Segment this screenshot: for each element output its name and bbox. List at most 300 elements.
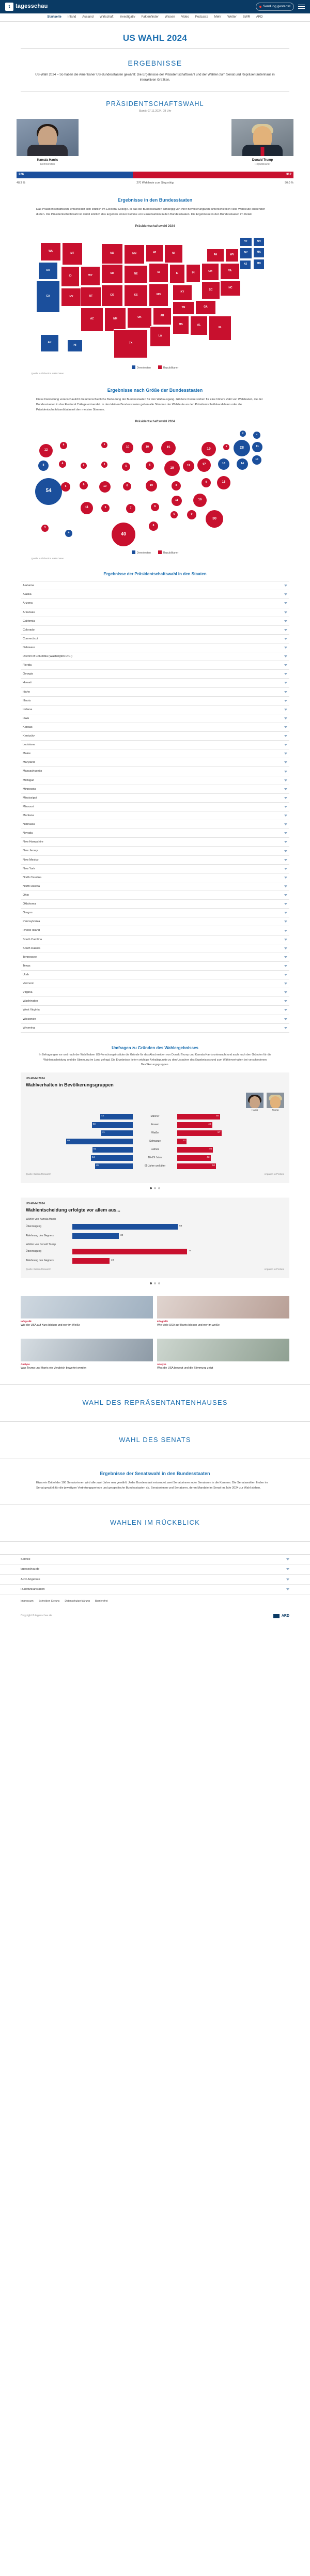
bubble-in[interactable]: 11 — [183, 461, 194, 472]
chevron-down-icon — [284, 841, 287, 843]
carousel-dot-2[interactable] — [154, 1282, 156, 1284]
state-co[interactable]: CO — [101, 285, 123, 306]
state-accordion-label: Maine — [23, 752, 31, 756]
state-accordion-row[interactable] — [21, 1015, 289, 1024]
state-pa[interactable]: PA — [207, 249, 224, 262]
chevron-down-icon — [284, 735, 287, 737]
poll-bar-label: Latinos — [150, 1147, 160, 1151]
state-accordion-label: Massachusetts — [23, 770, 42, 773]
chevron-down-icon — [284, 1000, 287, 1002]
nav-item-0[interactable]: Startseite — [47, 16, 61, 19]
bubble-hi[interactable]: 4 — [65, 530, 72, 537]
state-ca[interactable]: CA — [36, 281, 60, 313]
bubble-tn[interactable]: 11 — [172, 496, 182, 506]
state-nh[interactable]: NH — [253, 237, 265, 247]
mini-photo — [267, 1093, 284, 1108]
state-accordion-label: Texas — [23, 964, 30, 968]
chevron-down-icon — [284, 797, 287, 799]
state-il[interactable]: IL — [169, 264, 185, 284]
footer-item-label: Rundfunkanstalten — [21, 1587, 45, 1591]
poll-bar-row — [26, 1146, 284, 1153]
bubble-wi[interactable]: 10 — [142, 442, 153, 453]
state-nv[interactable]: NV — [61, 288, 82, 306]
poll2-bar-label: Ablehnung des Gegners — [26, 1259, 54, 1263]
mini-candidate-harris — [246, 1093, 264, 1112]
ard-logo: ARD — [273, 1614, 289, 1619]
electoral-share-labels — [0, 180, 310, 186]
bubble-or[interactable]: 8 — [38, 461, 49, 471]
state-accordion-row[interactable] — [21, 661, 289, 670]
state-ms[interactable]: MS — [173, 316, 189, 334]
poll-bar-row — [26, 1122, 284, 1128]
map-legend — [0, 365, 310, 370]
chevron-down-icon — [284, 859, 287, 861]
chevron-down-icon — [286, 1578, 289, 1581]
polls-heading: Umfragen zu Gründen des Wahlergebnisses — [112, 1045, 198, 1050]
state-accordion-label: Wisconsin — [23, 1017, 36, 1021]
nav-item-1[interactable]: Inland — [67, 16, 76, 19]
state-accordion-label: Oklahoma — [23, 902, 36, 906]
state-accordion-row[interactable] — [21, 617, 289, 626]
state-accordion-row[interactable] — [21, 608, 289, 617]
bubble-ky[interactable]: 8 — [172, 481, 181, 490]
bubble-ia[interactable]: 6 — [146, 462, 154, 470]
bubble-nc[interactable]: 16 — [217, 476, 230, 489]
state-accordion-row[interactable] — [21, 838, 289, 847]
state-accordion-row[interactable] — [21, 785, 289, 794]
state-accordion-row[interactable] — [21, 997, 289, 1006]
state-ny[interactable]: NY — [240, 248, 252, 259]
bubble-al[interactable]: 9 — [187, 510, 196, 519]
state-accordion-label: Virginia — [23, 991, 33, 994]
chevron-down-icon — [284, 717, 287, 719]
chevron-down-icon — [284, 921, 287, 923]
state-ga[interactable]: GA — [195, 300, 216, 315]
state-fl[interactable]: FL — [209, 316, 231, 341]
bubble-il[interactable]: 19 — [164, 461, 180, 476]
state-accordion-row[interactable] — [21, 936, 289, 944]
carousel-dot-2[interactable] — [154, 1187, 156, 1189]
nav-item-3[interactable]: Wirtschaft — [99, 16, 114, 19]
footer-item-service[interactable] — [0, 1555, 310, 1565]
state-accordion-row[interactable] — [21, 847, 289, 855]
state-accordion-row[interactable] — [21, 776, 289, 785]
poll-bar-value-left: 49 — [96, 1164, 99, 1167]
bubble-ms[interactable]: 6 — [171, 511, 178, 518]
state-sd[interactable]: SD — [101, 264, 123, 284]
state-wa[interactable]: WA — [40, 242, 61, 261]
state-accordion-row[interactable] — [21, 856, 289, 865]
teaser-thumbnail — [157, 1339, 289, 1361]
state-accordion-label: South Dakota — [23, 946, 40, 950]
state-al[interactable]: AL — [190, 316, 208, 335]
state-md[interactable]: MD — [253, 259, 265, 269]
state-accordion-label: Nebraska — [23, 823, 35, 826]
state-accordion-label: Washington — [23, 1000, 38, 1003]
state-accordion-row[interactable] — [21, 865, 289, 873]
state-sc[interactable]: SC — [202, 282, 220, 299]
state-oh[interactable]: OH — [202, 263, 219, 281]
bubble-va[interactable]: 13 — [218, 458, 229, 470]
state-accordion-row[interactable] — [21, 643, 289, 652]
chevron-down-icon — [284, 1018, 287, 1020]
state-accordion-label: Utah — [23, 973, 29, 976]
chevron-down-icon — [284, 974, 287, 976]
map-section-text: Das Präsidentschaftswahl entscheidet sich letztlich im Electoral College. In das die Bundesstaaten abhängig von ihrer Bevölkerungszahl unterschiedlich viele Wahlleute entsenden dürfen. Die Präsidentschaftswahl ist damit letztlich das Ergebnis einzel-Summe von Einzelwahlen in den Bundesstaaten. Die Ergebnisse in den Bundesstaaten im Detail. — [36, 208, 266, 217]
mini-name: Trump — [272, 1109, 279, 1112]
poll-bar-label: Frauen — [151, 1123, 159, 1126]
bubble-nh[interactable]: 4 — [253, 432, 260, 439]
teaser-thumbnail — [157, 1296, 289, 1318]
poll2-bar-value: 30 — [120, 1234, 123, 1237]
bubble-md[interactable]: 10 — [252, 455, 261, 465]
footer-link-kontakt[interactable]: Schreiben Sie uns — [38, 1599, 60, 1603]
nav-item-5[interactable]: Faktenfinder — [141, 16, 159, 19]
bubble-fl[interactable]: 30 — [206, 510, 223, 528]
state-ak[interactable]: AK — [40, 334, 59, 352]
state-accordion-row[interactable] — [21, 988, 289, 997]
carousel-dot-3[interactable] — [158, 1187, 160, 1189]
bubble-mo[interactable]: 10 — [146, 480, 157, 492]
map-source: Quelle: AP/Election ARD Daten — [31, 372, 64, 375]
state-accordion-row[interactable] — [21, 697, 289, 706]
candidate-party: Republikaner — [254, 162, 271, 166]
poll-bar-value-left: 86 — [67, 1139, 70, 1142]
nav-item-10[interactable]: Wetter — [227, 16, 237, 19]
poll-bar-value-right: 57 — [218, 1131, 221, 1134]
mini-candidate-trump — [267, 1093, 284, 1112]
mini-name: Harris — [251, 1109, 258, 1112]
candidate-row — [0, 119, 310, 166]
teaser-card[interactable] — [21, 1339, 153, 1370]
poll-bar-row — [26, 1163, 284, 1170]
state-az[interactable]: AZ — [81, 308, 103, 331]
state-accordion-label: Minnesota — [23, 787, 36, 791]
state-wy[interactable]: WY — [81, 266, 100, 286]
state-accordion-row[interactable] — [21, 900, 289, 909]
card-kicker: US-Wahl 2024 — [26, 1202, 45, 1206]
carousel-dots-2[interactable] — [0, 1282, 310, 1284]
state-id[interactable]: ID — [61, 266, 80, 287]
bubble-ok[interactable]: 7 — [126, 504, 135, 513]
state-mn[interactable]: MN — [124, 244, 145, 264]
state-ar[interactable]: AR — [153, 308, 172, 325]
teaser-card[interactable] — [21, 1296, 153, 1327]
state-accordion-row[interactable] — [21, 741, 289, 749]
bubble-section-text: Diese Darstellung veranschaulicht die unterschiedliche Bedeutung der Bundesstaaten für den Wahlausgang. Größere Kreise stehen für eine höhere Zahl von Wahlleuten, die der Bundesstaaten in das Electoral College entsendet. In den kleinen Bundesstaaten gehen alle Stimmen der Wahlleute an den Präsidentschaftskandidaten oder die Präsidentschaftskandidatin mit den meisten Stimmen. — [36, 397, 263, 411]
state-ky[interactable]: KY — [173, 285, 192, 300]
bubble-id[interactable]: 4 — [59, 461, 66, 468]
main-nav[interactable] — [0, 13, 310, 22]
footer-item-label: tagesschau.de — [21, 1568, 40, 1571]
state-accordion-label: Florida — [23, 664, 32, 667]
bubble-vt[interactable]: 3 — [240, 431, 246, 437]
state-accordion-row[interactable] — [21, 962, 289, 971]
state-accordion-row[interactable] — [21, 926, 289, 935]
state-accordion-label: Indiana — [23, 708, 33, 711]
state-ut[interactable]: UT — [81, 287, 101, 306]
chevron-down-icon — [284, 983, 287, 985]
poll-bar-value-right: 46 — [209, 1147, 212, 1151]
state-nd[interactable]: ND — [101, 243, 123, 264]
bubble-ks[interactable]: 6 — [123, 482, 131, 490]
bubble-nv[interactable]: 6 — [61, 482, 70, 492]
nav-item-9[interactable]: Mehr — [214, 16, 222, 19]
poll-bar-value-right: 12 — [182, 1139, 185, 1142]
nav-item-11[interactable]: SWR — [242, 16, 250, 19]
top-bar-right — [256, 3, 305, 10]
legend-dem: Demokraten — [132, 365, 151, 370]
state-nc[interactable]: NC — [220, 281, 241, 296]
state-ia[interactable]: IA — [149, 263, 168, 283]
bubble-mn[interactable]: 10 — [122, 442, 133, 453]
chevron-down-icon — [284, 620, 287, 622]
teaser-row-1 — [21, 1296, 289, 1327]
bubble-ca[interactable]: 54 — [35, 478, 62, 505]
chevron-down-icon — [284, 894, 287, 896]
chevron-down-icon — [284, 753, 287, 755]
bubble-mi[interactable]: 15 — [161, 441, 176, 455]
nav-item-12[interactable]: ARD — [256, 16, 263, 19]
carousel-dots[interactable] — [0, 1187, 310, 1189]
map-section-title: Ergebnisse in den Bundesstaaten — [117, 197, 193, 203]
bubble-ak[interactable]: 3 — [41, 525, 49, 532]
nav-item-4[interactable]: Investigativ — [119, 16, 135, 19]
state-accordion-row[interactable] — [21, 873, 289, 882]
state-mo[interactable]: MO — [149, 284, 168, 306]
teaser-card[interactable] — [157, 1296, 289, 1327]
state-accordion-row[interactable] — [21, 811, 289, 820]
state-accordion-row[interactable] — [21, 820, 289, 829]
state-accordion-row[interactable] — [21, 979, 289, 988]
footer-bottom — [0, 1608, 310, 1628]
state-accordion-row[interactable] — [21, 706, 289, 714]
poll2-group1 — [26, 1223, 284, 1240]
bubble-ny[interactable]: 28 — [234, 440, 250, 456]
nav-item-6[interactable]: Wissen — [164, 16, 175, 19]
carousel-dot-1[interactable] — [150, 1282, 152, 1284]
state-accordion-row[interactable] — [21, 758, 289, 767]
presidential-title: PRÄSIDENTSCHAFTSWAHL — [106, 100, 204, 108]
state-accordion-row[interactable] — [21, 909, 289, 917]
state-accordion-row[interactable] — [21, 803, 289, 811]
state-va[interactable]: VA — [220, 263, 240, 280]
teaser-thumbnail — [21, 1296, 153, 1318]
state-accordion-row[interactable] — [21, 767, 289, 776]
hamburger-icon[interactable] — [298, 5, 305, 9]
poll-bar-label: Männer — [150, 1114, 160, 1118]
bubble-tx[interactable]: 40 — [112, 523, 135, 546]
legend-rep: Republikaner — [158, 550, 178, 555]
poll-bar-row — [26, 1130, 284, 1137]
poll2-bar-value: 74 — [189, 1250, 192, 1253]
bubble-nd[interactable]: 3 — [101, 442, 107, 448]
poll-bar-label: 18–29 Jahre — [148, 1156, 162, 1159]
state-tn[interactable]: TN — [173, 301, 194, 315]
state-nm[interactable]: NM — [104, 308, 126, 331]
chevron-down-icon — [284, 629, 287, 631]
polls-description: In Befragungen vor und nach der Wahl haben US-Forschungsinstitute die Gründe für das Abschneiden von Donald Trump und Kamala Harris untersucht und auch nach den Gründen für die Wahlentscheidung und die Stimmung im Land gefragt. Die Ergebnisse liefern wichtige Anhaltspunkte zu den Ursachen des Ergebnisses und zum Wählerverhalten bei verschiedenen Bevölkerungsgruppen. — [39, 1053, 271, 1066]
poll-bar-value-left: 53 — [92, 1123, 96, 1126]
chevron-down-icon — [284, 744, 287, 746]
poll2-bar-value: 68 — [179, 1225, 182, 1228]
bubble-sd[interactable]: 3 — [101, 462, 107, 468]
chevron-down-icon — [284, 912, 287, 914]
state-accordion-row[interactable] — [21, 794, 289, 803]
poll-card-groups — [21, 1072, 289, 1183]
teaser-kicker: Infografik — [157, 1320, 168, 1323]
poll-bar-label: Schwarze — [149, 1139, 161, 1143]
poll-bar-value-right: 45 — [208, 1123, 211, 1126]
state-accordion-row[interactable] — [21, 679, 289, 687]
chevron-down-icon — [284, 761, 287, 763]
nav-item-2[interactable]: Ausland — [82, 16, 94, 19]
chevron-down-icon — [284, 788, 287, 790]
chevron-down-icon — [286, 1558, 289, 1560]
state-accordion-row[interactable] — [21, 590, 289, 599]
us-bubble-map[interactable] — [31, 428, 279, 547]
state-ok[interactable]: OK — [127, 308, 152, 328]
state-accordion-row[interactable] — [21, 652, 289, 661]
card-kicker: US-Wahl 2024 — [26, 1077, 45, 1080]
state-wv[interactable]: WV — [225, 249, 239, 262]
carousel-dot-1[interactable] — [150, 1187, 152, 1189]
state-accordion-row[interactable] — [21, 944, 289, 953]
footer-link-barrierefrei[interactable]: Barrierefrei — [95, 1599, 108, 1603]
chevron-down-icon — [284, 930, 287, 932]
state-accordion-label: Wyoming — [23, 1026, 35, 1030]
teaser-thumbnail — [21, 1339, 153, 1361]
state-accordion-row[interactable] — [21, 749, 289, 758]
chevron-down-icon — [284, 956, 287, 958]
chevron-down-icon — [284, 709, 287, 711]
state-tx[interactable]: TX — [114, 329, 148, 358]
state-wi[interactable]: WI — [146, 244, 163, 262]
state-accordion-row[interactable] — [21, 971, 289, 979]
state-accordion-row[interactable] — [21, 635, 289, 643]
live-status-pill[interactable] — [256, 3, 294, 10]
bubble-nm[interactable]: 5 — [101, 504, 110, 512]
poll-bar-value-left: 41 — [102, 1131, 105, 1134]
state-ks[interactable]: KS — [124, 285, 148, 306]
state-accordion-row[interactable] — [21, 1006, 289, 1015]
carousel-dot-3[interactable] — [158, 1282, 160, 1284]
chevron-down-icon — [284, 947, 287, 949]
teaser-text: Was die USA bewegt und die Stimmung zeigt — [157, 1367, 213, 1370]
bubble-oh[interactable]: 17 — [197, 458, 211, 472]
teaser-row-2 — [21, 1339, 289, 1370]
presidential-subtitle: Stand: 07.11.2024, 08 Uhr — [138, 110, 172, 113]
copyright: Copyright © tagesschau.de — [21, 1614, 52, 1618]
teaser-card[interactable] — [157, 1339, 289, 1370]
nav-item-7[interactable]: Video — [181, 16, 189, 19]
bubble-wv[interactable]: 4 — [223, 444, 229, 450]
state-accordion-row[interactable] — [21, 714, 289, 723]
state-accordion-row[interactable] — [21, 670, 289, 679]
bubble-wa[interactable]: 12 — [39, 444, 53, 457]
state-accordion-row[interactable] — [21, 688, 289, 697]
chevron-down-icon — [284, 691, 287, 693]
state-ma[interactable]: MA — [253, 248, 265, 258]
senate-states-title: Ergebnisse der Senatswahl in den Bundesstaaten — [100, 1471, 210, 1477]
bubble-co[interactable]: 10 — [99, 481, 111, 493]
bubble-ma[interactable]: 11 — [252, 442, 262, 452]
poll-bar-row — [26, 1138, 284, 1145]
bubble-ut[interactable]: 6 — [80, 481, 88, 489]
footer-link-datenschutz[interactable]: Datenschutzerklärung — [65, 1599, 90, 1603]
state-or[interactable]: OR — [38, 262, 58, 280]
bubble-ga[interactable]: 16 — [193, 494, 207, 507]
share-dem: 48,3 % — [17, 181, 25, 185]
footer-link-impressum[interactable]: Impressum — [21, 1599, 34, 1603]
chevron-down-icon — [284, 806, 287, 808]
state-ne[interactable]: NE — [124, 265, 148, 284]
footer-item-tagesschau[interactable] — [0, 1565, 310, 1574]
state-accordion-label: Alaska — [23, 593, 32, 596]
state-accordion-row[interactable] — [21, 953, 289, 962]
bubble-wy[interactable]: 3 — [81, 463, 87, 469]
bubble-la[interactable]: 8 — [149, 522, 158, 531]
state-mi[interactable]: MI — [164, 244, 183, 263]
state-accordion-row[interactable] — [21, 581, 289, 590]
bubble-az[interactable]: 11 — [81, 502, 93, 514]
candidate-photo — [17, 119, 79, 156]
card-unit: Angaben in Prozent — [264, 1172, 284, 1175]
state-accordion-row[interactable] — [21, 732, 289, 741]
bubble-pa[interactable]: 19 — [202, 442, 216, 456]
state-mt[interactable]: MT — [62, 242, 83, 265]
card-unit: Angaben in Prozent — [264, 1267, 284, 1270]
footer-item-rundfunkanstalten[interactable] — [0, 1585, 310, 1594]
us-choropleth-map[interactable] — [31, 233, 279, 362]
bubble-mt[interactable]: 4 — [60, 442, 67, 449]
chevron-down-icon — [284, 638, 287, 640]
legend-dem: Demokraten — [132, 550, 151, 555]
brand-logo[interactable] — [5, 3, 48, 11]
state-accordion-label: Pennsylvania — [23, 920, 40, 924]
state-accordion-row[interactable] — [21, 917, 289, 926]
state-la[interactable]: LA — [150, 326, 171, 347]
state-accordion-row[interactable] — [21, 829, 289, 838]
bubble-legend — [0, 550, 310, 555]
state-hi[interactable]: HI — [67, 340, 83, 352]
poll2-bar-row — [26, 1233, 284, 1240]
state-nj[interactable]: NJ — [240, 260, 251, 269]
state-accordion-row[interactable] — [21, 1024, 289, 1033]
bubble-sc[interactable]: 9 — [202, 478, 211, 487]
footer-item-label: Service — [21, 1558, 30, 1561]
nav-item-8[interactable]: Podcasts — [195, 16, 208, 19]
bubble-nj[interactable]: 14 — [237, 458, 248, 470]
state-accordion-row[interactable] — [21, 882, 289, 891]
state-accordion-row[interactable] — [21, 723, 289, 732]
top-bar — [0, 0, 310, 13]
state-accordion-row[interactable] — [21, 626, 289, 635]
state-vt[interactable]: VT — [240, 237, 252, 247]
footer-item-ard-angebote[interactable] — [0, 1575, 310, 1585]
state-accordion-row[interactable] — [21, 891, 289, 900]
candidate-trump — [231, 119, 293, 166]
chevron-down-icon — [284, 647, 287, 649]
bubble-ne[interactable]: 5 — [122, 463, 130, 471]
bubble-ar[interactable]: 6 — [151, 503, 159, 511]
poll2-bar-label: Überzeugung — [26, 1250, 42, 1253]
state-in[interactable]: IN — [186, 264, 200, 283]
live-status-label: Sendung gestartet — [262, 5, 290, 9]
candidate-name: Kamala Harris — [37, 158, 58, 162]
footer-links[interactable] — [0, 1594, 310, 1608]
state-accordion-row[interactable] — [21, 599, 289, 608]
